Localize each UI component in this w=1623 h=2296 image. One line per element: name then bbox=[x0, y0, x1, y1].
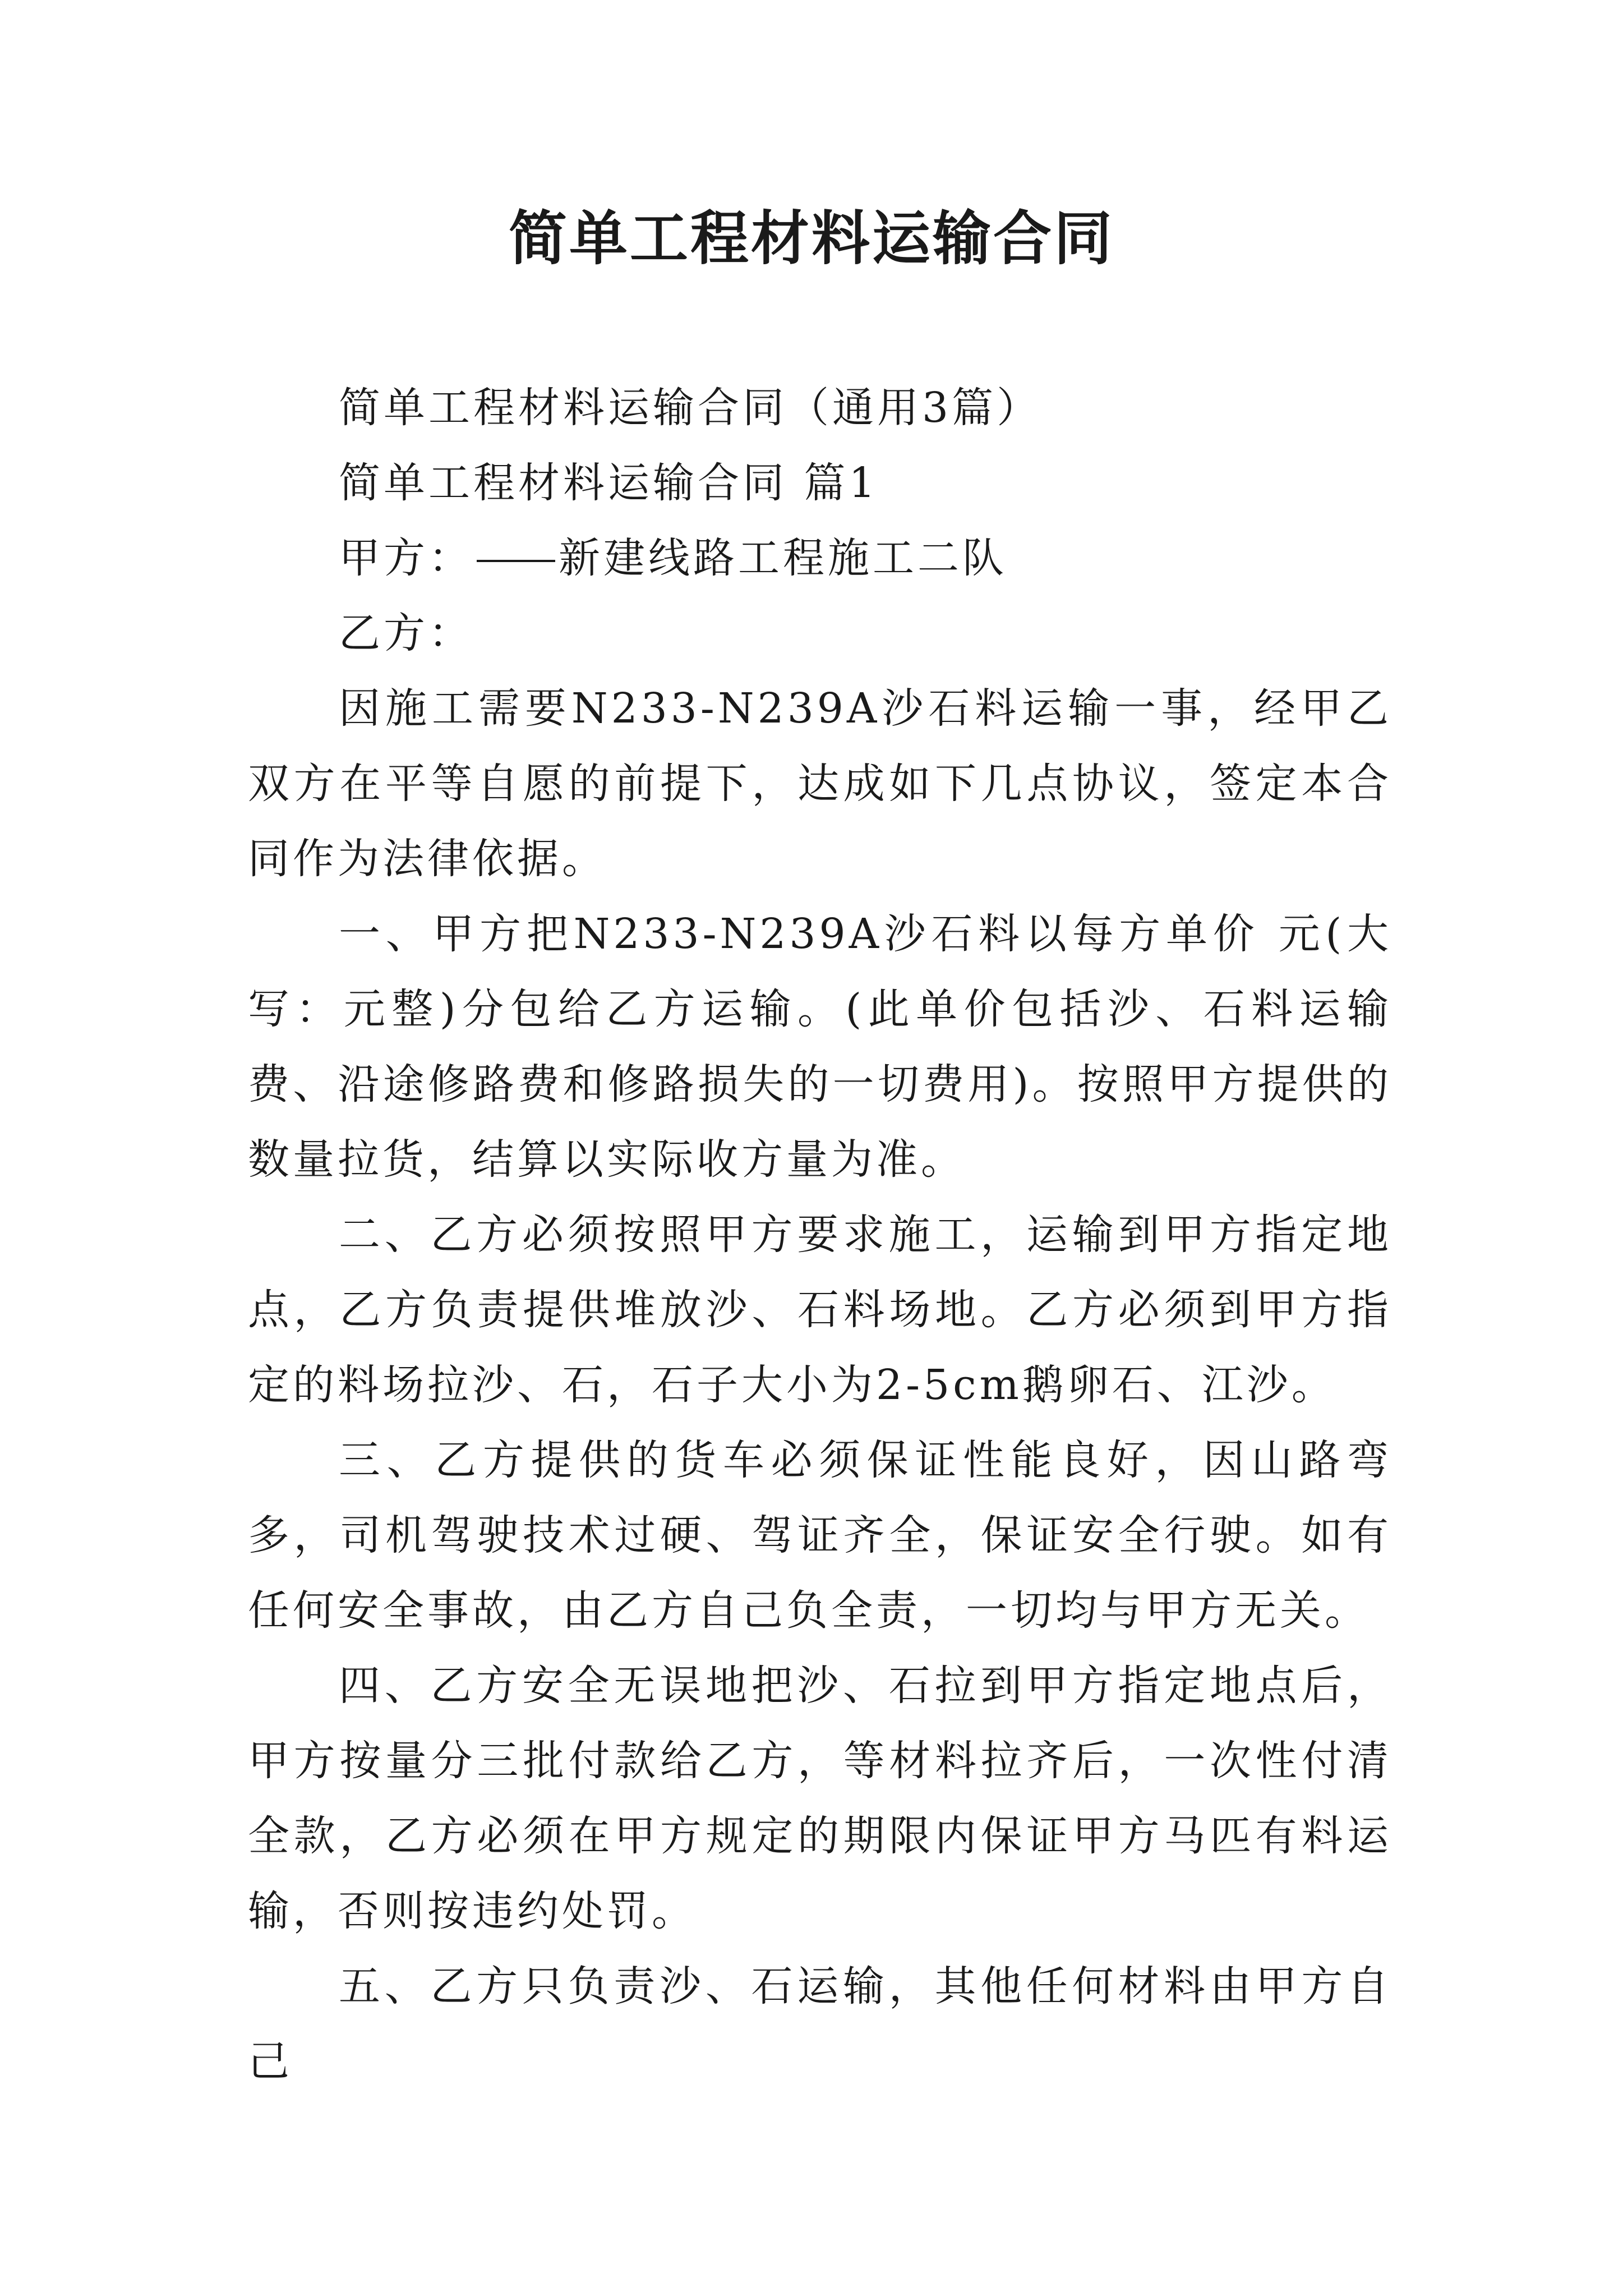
party-b-label: 乙方： bbox=[339, 609, 473, 657]
party-b-line bbox=[248, 596, 1392, 671]
party-a-blank bbox=[477, 560, 555, 562]
paragraph-clause-1: 一、甲方把N233-N239A沙石料以每方单价 元(大写：元整)分包给乙方运输。(此单价包括沙、石料运输费、沿途修路费和修路损失的一切费用)。按照甲方提供的数量拉货，结算以实际收方量为准。 bbox=[248, 910, 1392, 1184]
document-subtitle: 简单工程材料运输合同（通用3篇） bbox=[339, 384, 1042, 432]
party-a-name: 新建线路工程施工二队 bbox=[559, 534, 1007, 582]
party-a-label: 甲方： bbox=[339, 534, 473, 582]
paragraph-clause-2: 二、乙方必须按照甲方要求施工，运输到甲方指定地点，乙方负责提供堆放沙、石料场地。乙方必须到甲方指定的料场拉沙、石，石子大小为2-5cm鹅卵石、江沙。 bbox=[248, 1211, 1392, 1409]
paragraph-clause-5: 五、乙方只负责沙、石运输，其他任何材料由甲方自己 bbox=[248, 1962, 1392, 2086]
document-title: 简单工程材料运输合同 bbox=[508, 204, 1114, 273]
party-a-line bbox=[248, 521, 1392, 596]
document-body bbox=[248, 370, 1392, 2099]
section-heading: 简单工程材料运输合同 篇1 bbox=[339, 459, 879, 507]
paragraph-clause-3: 三、乙方提供的货车必须保证性能良好，因山路弯多，司机驾驶技术过硬、驾证齐全，保证安全行驶。如有任何安全事故，由乙方自己负全责，一切均与甲方无关。 bbox=[248, 1436, 1392, 1635]
paragraph-clause-4: 四、乙方安全无误地把沙、石拉到甲方指定地点后，甲方按量分三批付款给乙方，等材料拉齐后，一次性付清全款，乙方必须在甲方规定的期限内保证甲方马匹有料运输，否则按违约处罚。 bbox=[248, 1662, 1392, 1935]
paragraph-preamble: 因施工需要N233-N239A沙石料运输一事，经甲乙双方在平等自愿的前提下，达成如下几点协议，签定本合同作为法律依据。 bbox=[248, 684, 1392, 883]
